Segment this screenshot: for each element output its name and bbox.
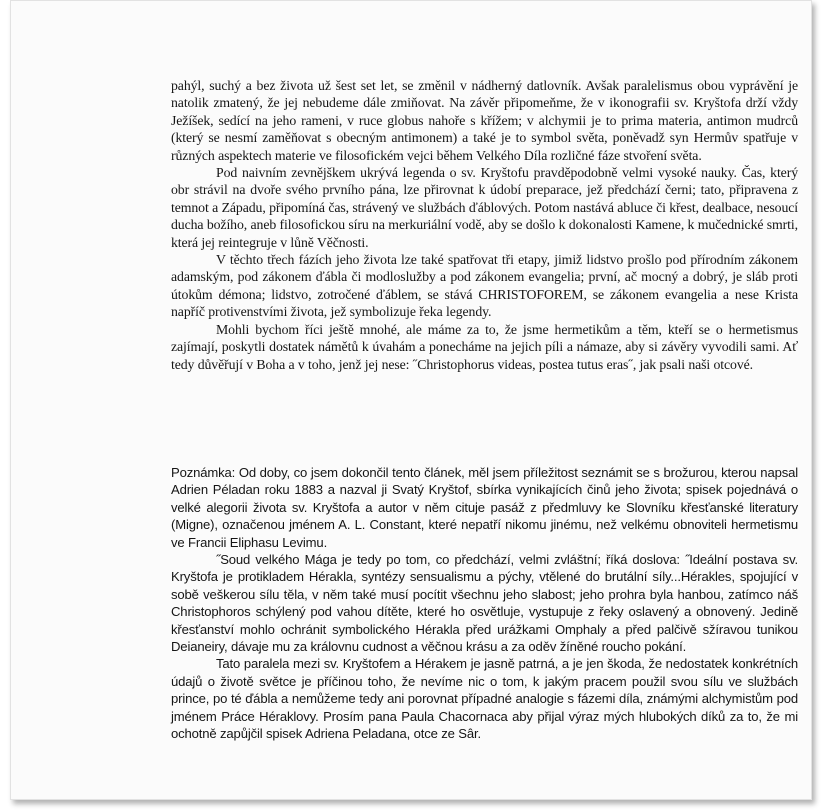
- note-paragraph-3: Tato paralela mezi sv. Kryštofem a Hérakem je jasně patrná, a je jen škoda, že nedostatek konkrétních údajů o životě světce je příčinou toho, že nevíme nic o tom, k jakým pracem použil svou sílu ve službách prince, po té ďábla a nemůžeme tedy ani porovnat případné analogie s fázemi díla, známými alchymistům pod jménem Práce Héraklovy. Prosím pana Paula Chacornaca aby přijal výraz mých hlubokých díků za to, že mi ochotně zapůjčil spisek Adriena Peladana, otce ze Sâr.: [171, 656, 798, 742]
- note-section: [171, 464, 798, 743]
- paragraph-1: pahýl, suchý a bez života už šest set let, se změnil v nádherný datlovník. Avšak paralelismus obou vyprávění je natolik zmatený, že jej nebudeme dále zmiňovat. Na závěr připomeňme, že v ikonografii sv. Kryštofa drží vždy Ježíšek, sedící na jeho rameni, v ruce globus nahoře s křížem; v alchymii je to prima materia, antimon mudrců (který se nesmí zaměňovat s obecným antimonem) a také je to symbol světa, poněvadž syn Hermův spatřuje v různých aspektech materie ve filosofickém vejci během Velkého Díla rozličné fáze stvoření světa.: [171, 78, 798, 163]
- paragraph-4: Mohli bychom říci ještě mnohé, ale máme za to, že jsme hermetikům a těm, kteří se o hermetismus zajímají, poskytli dostatek námětů k úvahám a ponecháme na jejich píli a námaze, aby si závěry vyvodili sami. Ať tedy důvěřují v Boha a v toho, jenž jej nese: ˝Christophorus videas, postea tutus eras˝, jak psali naši otcové.: [171, 321, 798, 372]
- document-page: [10, 0, 812, 800]
- paragraph-3: V těchto třech fázích jeho života lze také spatřovat tři etapy, jimiž lidstvo prošlo pod přírodním zákonem adamským, pod zákonem ďábla či modloslužby a pod zákonem evangelia; první, ač mocný a dobrý, je sláb proti útokům démona; lidstvo, zotročené ďáblem, se stává CHRISTOFOREM, se zákonem evangelia a nese Krista napříč protivenstvími života, jež symbolizuje řeka legendy.: [171, 252, 798, 320]
- note-paragraph-2: ˝Soud velkého Mága je tedy po tom, co předchází, velmi zvláštní; říká doslova: ˝Ideální postava sv. Kryštofa je protikladem Hérakla, syntézy sensualismu a pýchy, vtělené do brutální síly...Hérakles, spojující v sobě veškerou sílu těla, v něm také musí pocítit všechnu jeho slabost; jeho prohra byla hanbou, zatímco náš Christophoros schýlený pod vahou dítěte, které ho osvětluje, vystupuje z řeky oslavený a obnovený. Jedině křesťanství mohlo ochránit symbolického Hérakla před urážkami Omphaly a před palčivě sžíravou tunikou Deianeiry, dávaje mu za královnu cudnost a věčnou krásu a za oděv žíněné roucho pokání.: [171, 552, 798, 655]
- main-text-column: [171, 77, 798, 373]
- note-paragraph-1: Poznámka: Od doby, co jsem dokončil tento článek, měl jsem příležitost seznámit se s brožurou, kterou napsal Adrien Péladan roku 1883 a nazval ji Svatý Kryštof, sbírka vynikajících činů jeho života; spisek pojednává o velké alegorii života sv. Kryštofa a autor v něm cituje pasáž z předmluvy ke Slovníku křesťanské literatury (Migne), označenou jménem A. L. Constant, které nepatří nikomu jinému, než velkému obnoviteli hermetismu ve Francii Eliphasu Levimu.: [171, 465, 798, 550]
- paragraph-2: Pod naivním zevnějškem ukrývá legenda o sv. Kryštofu pravděpodobně velmi vysoké nauky. Čas, který obr strávil na dvoře svého prvního pána, lze přirovnat k údobí preparace, jež předchází černi; tato, připravena z temnot a Západu, připomíná čas, strávený ve službách ďáblových. Potom nastává abluce či křest, dealbace, nesoucí ducha božího, aneb filosofickou síru na merkuriální vodě, aby se došlo k dokonalosti Kamene, k mučednické smrti, která jej reintegruje v lůně Věčnosti.: [171, 165, 798, 250]
